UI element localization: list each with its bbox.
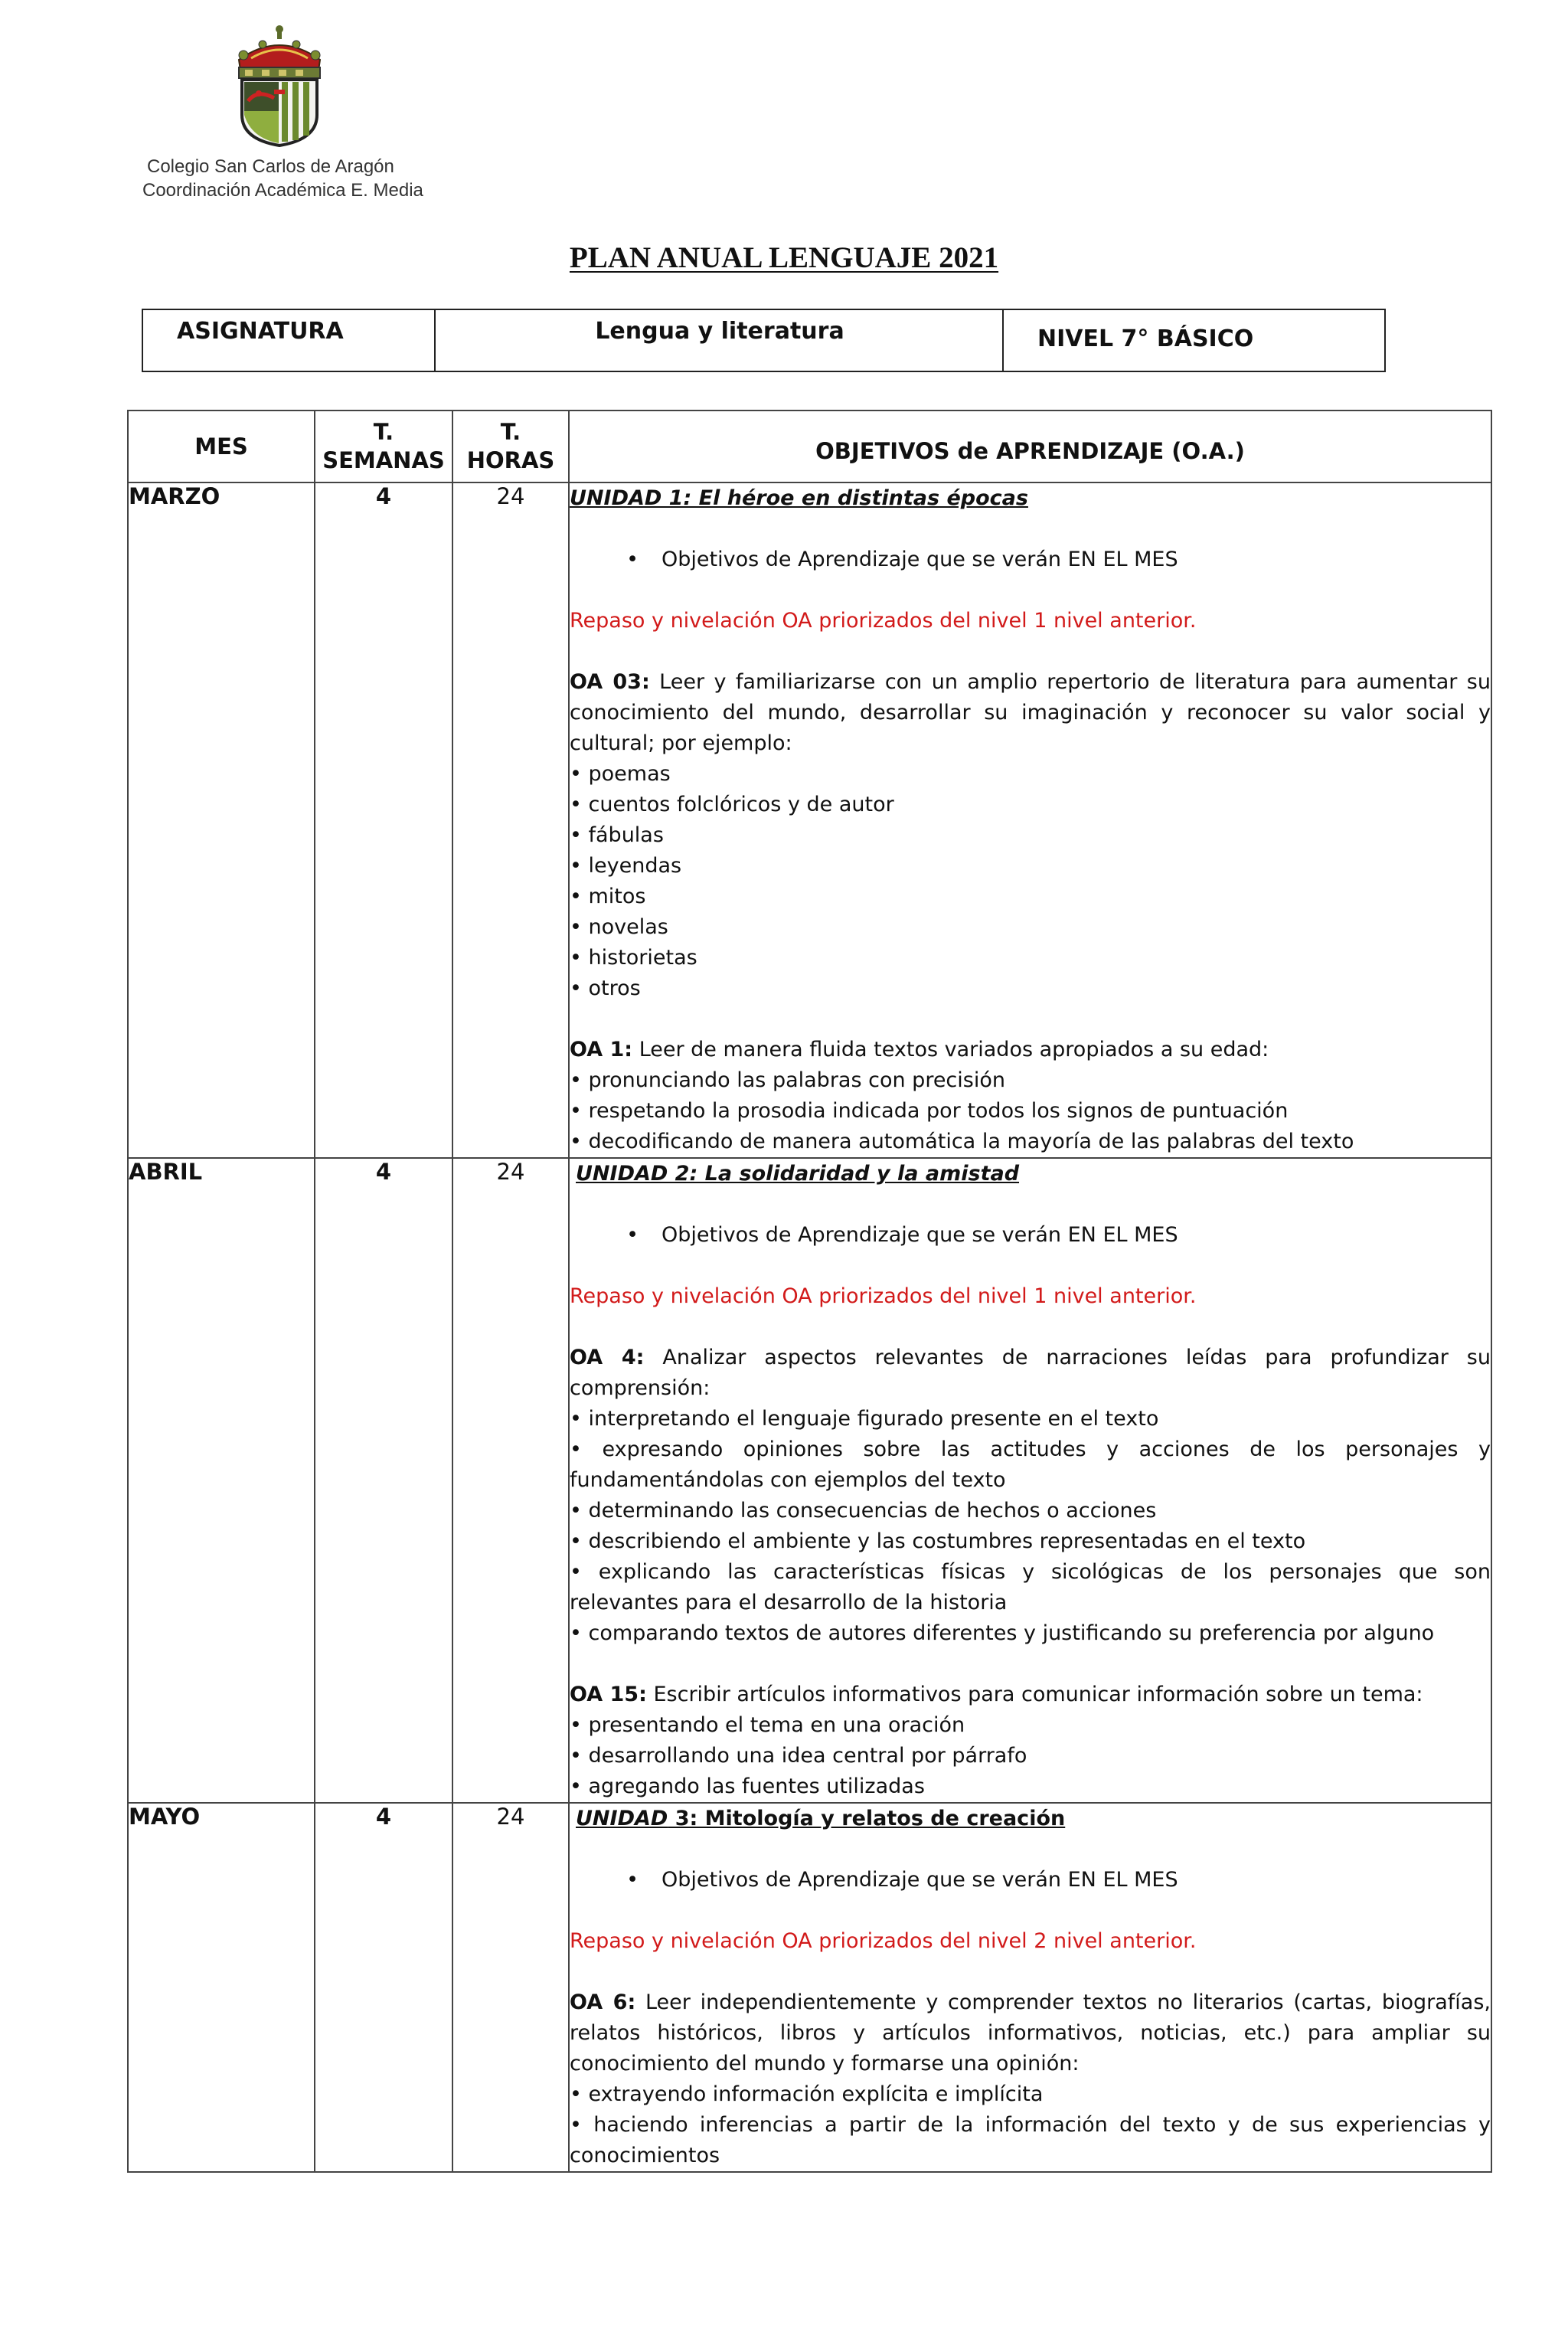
column-header-semanas-line1: T.: [373, 419, 394, 445]
table-row: [128, 482, 1491, 1158]
list-item: • determinando las consecuencias de hechos o acciones: [570, 1499, 1157, 1523]
list-item: • fábulas: [570, 823, 664, 847]
unit-heading-rest: 3: Mitología y relatos de creación: [668, 1807, 1066, 1830]
asignatura-label-cell: [143, 310, 434, 371]
list-item: • extrayendo información explícita e implícita: [570, 2082, 1044, 2106]
weeks-cell: 4: [315, 1158, 452, 1803]
hours-cell: 24: [452, 1158, 569, 1803]
list-item: • desarrollando una idea central por párrafo: [570, 1744, 1027, 1768]
list-item: • poemas: [570, 762, 671, 786]
month-cell: MAYO: [128, 1803, 315, 2172]
asignatura-value-cell: [434, 310, 1004, 371]
bullet-text: Objetivos de Aprendizaje que se verán EN EL MES: [662, 1868, 1178, 1892]
month-objectives-bullet: [570, 545, 1491, 575]
list-item: • presentando el tema en una oración: [570, 1713, 965, 1737]
unit-heading-italic: UNIDAD: [576, 1807, 668, 1830]
oa-paragraph: [570, 667, 1491, 759]
school-crest-logo: [228, 25, 331, 147]
nivel-cell: [1002, 310, 1384, 371]
page-title: PLAN ANUAL LENGUAJE 2021: [569, 241, 999, 274]
column-header-semanas-line2: SEMANAS: [322, 447, 445, 473]
school-department: Coordinación Académica E. Media: [142, 180, 423, 201]
oa-text: Leer independientemente y comprender textos no literarios (cartas, biografías, relatos históricos, libros y artículos informativos, noticias, etc.) para ampliar su conocimiento del mundo y formarse una opinión:: [570, 1990, 1491, 2075]
month-cell: ABRIL: [128, 1158, 315, 1803]
review-note: Repaso y nivelación OA priorizados del nivel 1 nivel anterior.: [570, 1284, 1197, 1308]
column-header-objetivos-label: OBJETIVOS de APRENDIZAJE (O.A.): [815, 437, 1245, 464]
month-objectives-bullet: [570, 1865, 1491, 1896]
month-cell: MARZO: [128, 482, 315, 1158]
unit-heading: UNIDAD 1: El héroe en distintas épocas: [570, 486, 1028, 510]
oa-paragraph: [570, 1343, 1491, 1404]
list-item: • cuentos folclóricos y de autor: [570, 793, 894, 816]
list-item: • pronunciando las palabras con precisión: [570, 1068, 1005, 1092]
objectives-cell: [569, 1803, 1491, 2172]
plan-table: [127, 410, 1492, 2173]
list-item: • agregando las fuentes utilizadas: [570, 1774, 925, 1798]
month-objectives-bullet: [570, 1220, 1491, 1251]
review-note: Repaso y nivelación OA priorizados del nivel 2 nivel anterior.: [570, 1929, 1197, 1953]
oa-paragraph: [570, 1987, 1491, 2079]
objectives-cell: [569, 1158, 1491, 1803]
oa-code: OA 6:: [570, 1990, 636, 2014]
oa-paragraph: [570, 1035, 1491, 1065]
column-header-objetivos: [569, 411, 1491, 482]
review-note: Repaso y nivelación OA priorizados del nivel 1 nivel anterior.: [570, 609, 1197, 633]
list-item: • otros: [570, 976, 641, 1000]
oa-paragraph: [570, 1680, 1491, 1710]
list-item: • expresando opiniones sobre las actitudes y acciones de los personajes y fundamentándolas con ejemplos del texto: [570, 1438, 1491, 1492]
list-item: • leyendas: [570, 854, 682, 878]
list-item: • explicando las características físicas y sicológicas de los personajes que son relevantes para el desarrollo de la historia: [570, 1560, 1491, 1614]
list-item: • historietas: [570, 946, 697, 970]
weeks-cell: 4: [315, 1803, 452, 2172]
nivel-value: NIVEL 7° BÁSICO: [1037, 325, 1254, 352]
column-header-horas-line2: HORAS: [466, 447, 555, 473]
oa-text: Leer de manera fluida textos variados apropiados a su edad:: [632, 1038, 1269, 1061]
list-item: • haciendo inferencias a partir de la información del texto y de sus experiencias y conocimientos: [570, 2113, 1491, 2167]
list-item: • mitos: [570, 885, 646, 908]
list-item: • decodificando de manera automática la mayoría de las palabras del texto: [570, 1130, 1354, 1153]
list-item: • novelas: [570, 915, 668, 939]
asignatura-label: ASIGNATURA: [177, 318, 344, 345]
school-info: [142, 155, 423, 202]
bullet-icon: •: [626, 548, 639, 571]
column-header-mes: [128, 411, 315, 482]
bullet-text: Objetivos de Aprendizaje que se verán EN EL MES: [662, 548, 1178, 571]
hours-cell: 24: [452, 482, 569, 1158]
column-header-semanas: [315, 411, 452, 482]
objectives-cell: [569, 482, 1491, 1158]
bullet-icon: •: [626, 1223, 639, 1247]
column-header-mes-label: MES: [194, 433, 248, 460]
weeks-cell: 4: [315, 482, 452, 1158]
list-item: • comparando textos de autores diferentes y justificando su preferencia por alguno: [570, 1621, 1435, 1645]
list-item: • interpretando el lenguaje figurado presente en el texto: [570, 1407, 1159, 1431]
table-row: [128, 1158, 1491, 1803]
oa-text: Escribir artículos informativos para comunicar información sobre un tema:: [646, 1683, 1423, 1706]
column-header-horas: [452, 411, 569, 482]
unit-heading: UNIDAD 2: La solidaridad y la amistad: [576, 1162, 1020, 1186]
oa-code: OA 15:: [570, 1683, 647, 1706]
unit-heading: [570, 1804, 1491, 1834]
list-item: • describiendo el ambiente y las costumbres representadas en el texto: [570, 1529, 1306, 1553]
asignatura-value: Lengua y literatura: [595, 318, 844, 345]
bullet-text: Objetivos de Aprendizaje que se verán EN EL MES: [662, 1223, 1178, 1247]
oa-code: OA 1:: [570, 1038, 633, 1061]
list-item: • respetando la prosodia indicada por todos los signos de puntuación: [570, 1099, 1289, 1123]
oa-text: Leer y familiarizarse con un amplio repertorio de literatura para aumentar su conocimiento del mundo, desarrollar su imaginación y reconocer su valor social y cultural; por ejemplo:: [570, 670, 1491, 755]
table-header-row: [128, 411, 1491, 482]
oa-code: OA 03:: [570, 670, 650, 694]
school-name: Colegio San Carlos de Aragón: [147, 156, 394, 177]
subject-header: [142, 309, 1386, 372]
table-row: [128, 1803, 1491, 2172]
bullet-icon: •: [626, 1868, 639, 1892]
column-header-horas-line1: T.: [500, 419, 521, 445]
oa-text: Analizar aspectos relevantes de narraciones leídas para profundizar su comprensión:: [570, 1346, 1491, 1400]
oa-code: OA 4:: [570, 1346, 645, 1369]
hours-cell: 24: [452, 1803, 569, 2172]
